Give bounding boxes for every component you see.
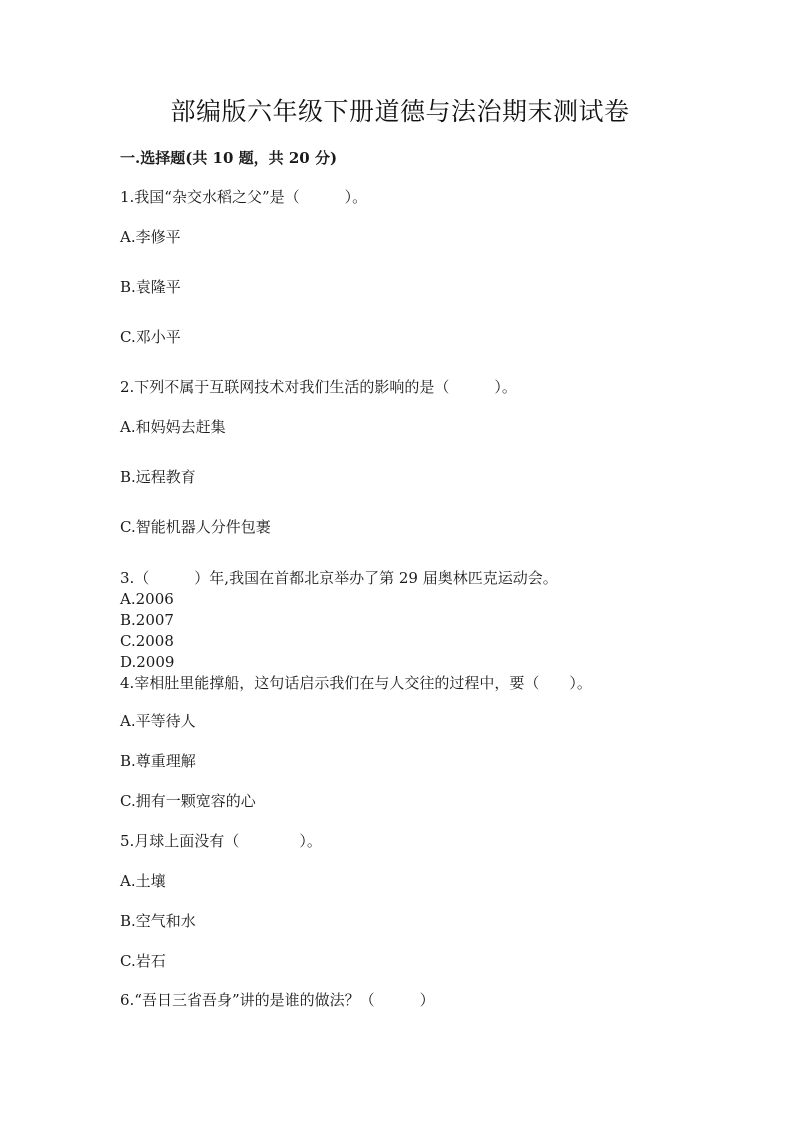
question-1-stem: 1.我国“杂交水稻之父”是（ ）。 [120, 188, 368, 206]
question-4-stem: 4.宰相肚里能撑船，这句话启示我们在与人交往的过程中，要（ ）。 [120, 674, 592, 692]
question-2-option-c: C.智能机器人分件包裹 [120, 518, 271, 536]
question-2-stem: 2.下列不属于互联网技术对我们生活的影响的是（ ）。 [120, 378, 517, 396]
question-3-option-b: B.2007 [120, 611, 174, 629]
question-5-option-a: A.土壤 [120, 872, 166, 890]
question-1-option-b: B.袁隆平 [120, 278, 181, 296]
question-2-option-a: A.和妈妈去赶集 [120, 418, 226, 436]
question-6-stem: 6.“吾日三省吾身”讲的是谁的做法？（ ） [120, 991, 435, 1009]
question-3-option-c: C.2008 [120, 632, 174, 650]
question-5-stem: 5.月球上面没有（ ）。 [120, 832, 322, 850]
question-4-option-c: C.拥有一颗宽容的心 [120, 792, 256, 810]
question-2-option-b: B.远程教育 [120, 468, 196, 486]
question-1-option-c: C.邓小平 [120, 328, 181, 346]
question-3-stem: 3.（ ）年,我国在首都北京举办了第 29 届奥林匹克运动会。 [120, 569, 558, 587]
section-heading: 一.选择题(共 10 题，共 20 分) [120, 149, 338, 167]
question-5-option-b: B.空气和水 [120, 912, 196, 930]
question-4-option-b: B.尊重理解 [120, 752, 196, 770]
question-5-option-c: C.岩石 [120, 952, 166, 970]
question-1-option-a: A.李修平 [120, 228, 181, 246]
question-4-option-a: A.平等待人 [120, 712, 196, 730]
question-3-option-a: A.2006 [120, 590, 174, 608]
page-title: 部编版六年级下册道德与法治期末测试卷 [170, 97, 630, 126]
question-3-option-d: D.2009 [120, 653, 175, 671]
